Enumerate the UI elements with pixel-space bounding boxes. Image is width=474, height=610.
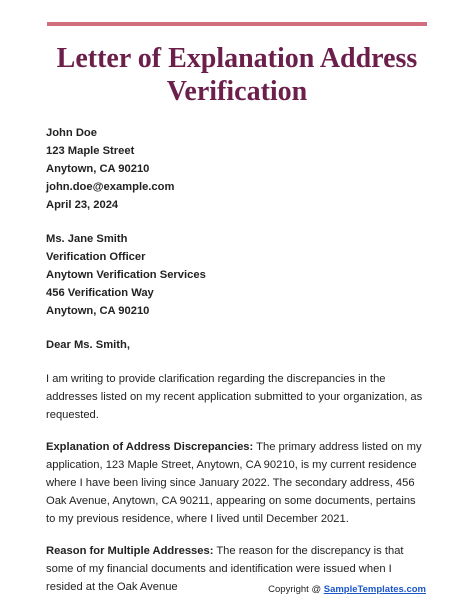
letter-body [46,125,428,610]
sender-block [46,125,428,215]
reason-heading: Reason for Multiple Addresses: [46,544,214,557]
copyright-text: Copyright @ [268,584,324,595]
sender-email: john.doe@example.com [46,180,175,193]
sender-city: Anytown, CA 90210 [46,162,150,175]
letter-date: April 23, 2024 [46,198,119,211]
reason-text: The reason for the discrepancy is that some of my financial documents and identification were issued when I resided at the Oak Avenue [46,544,404,593]
top-divider [47,22,427,26]
sender-street: 123 Maple Street [46,144,135,157]
explanation-text: The primary address listed on my application, 123 Maple Street, Anytown, CA 90210, is my current residence where I have been living since January 2022. The secondary address, 456 Oak Avenue, Anytown, CA 90211, appearing on some documents, pertains to my previous residence, where I lived until December 2021. [46,441,422,525]
recipient-name: Ms. Jane Smith [46,233,128,246]
footer [0,584,426,595]
recipient-city: Anytown, CA 90210 [46,304,150,317]
document-title [20,42,454,108]
recipient-street: 456 Verification Way [46,286,154,299]
sender-name: John Doe [46,127,97,139]
explanation-heading: Explanation of Address Discrepancies: [46,441,254,454]
source-link[interactable]: SampleTemplates.com [323,584,426,595]
recipient-company: Anytown Verification Services [46,268,206,281]
explanation-paragraph [46,439,428,529]
recipient-block [46,231,428,321]
title-line-2: Verification [166,76,308,107]
title-line-1: Letter of Explanation Address [56,43,418,74]
intro-paragraph: I am writing to provide clarification regarding the discrepancies in the addresses listed on my recent application submitted to your organization, as requested. [46,373,423,422]
recipient-title: Verification Officer [46,250,146,263]
salutation: Dear Ms. Smith, [46,339,130,352]
